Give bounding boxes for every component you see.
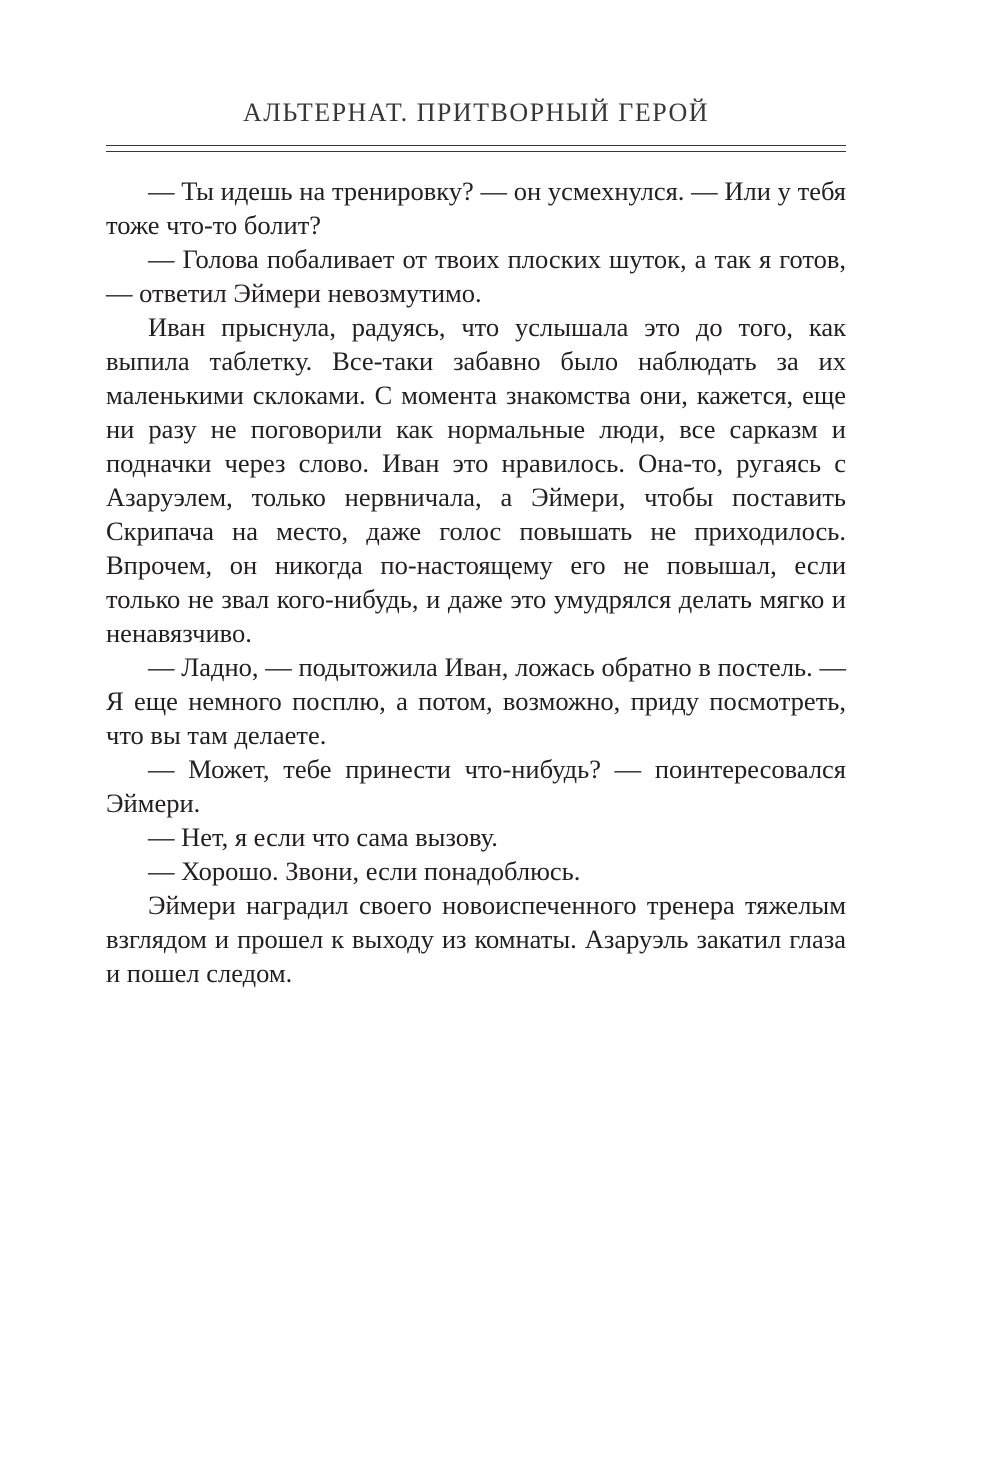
- paragraph: — Ладно, — подытожила Иван, ложась обратно в постель. — Я еще немного посплю, а потом, возможно, приду посмотреть, что вы там делаете.: [106, 652, 846, 750]
- paragraph: Эймери наградил своего новоиспеченного тренера тяжелым взглядом и прошел к выходу из комнаты. Азаруэль закатил глаза и пошел следом.: [106, 890, 846, 988]
- paragraph: — Может, тебе принести что-нибудь? — поинтересовался Эймери.: [106, 754, 846, 818]
- paragraph: — Ты идешь на тренировку? — он усмехнулся. — Или у тебя тоже что-то болит?: [106, 176, 846, 240]
- paragraph: — Голова побаливает от твоих плоских шуток, а так я готов, — ответил Эймери невозмутимо.: [106, 244, 846, 308]
- paragraph: — Хорошо. Звони, если понадоблюсь.: [148, 856, 581, 886]
- running-title: АЛЬТЕРНАТ. ПРИТВОРНЫЙ ГЕРОЙ: [242, 98, 710, 127]
- paragraph: Иван прыснула, радуясь, что услышала это до того, как выпила таблетку. Все-таки забавно было наблюдать за их маленькими склоками. С момента знакомства они, кажется, еще ни разу не поговорили как нормальные люди, все сарказм и подначки через слово. Иван это нравилось. Она-то, ругаясь с Азаруэлем, только нервничала, а Эймери, чтобы поставить Скрипача на место, даже голос повышать не приходилось. Впрочем, он никогда по-настоящему его не повышал, если только не звал кого-нибудь, и даже это умудрялся делать мягко и ненавязчиво.: [106, 312, 846, 648]
- body-text: [106, 174, 846, 990]
- header-rule-bottom: [106, 151, 846, 152]
- header-rule-top: [106, 145, 846, 146]
- paragraph: — Нет, я если что сама вызову.: [148, 822, 498, 852]
